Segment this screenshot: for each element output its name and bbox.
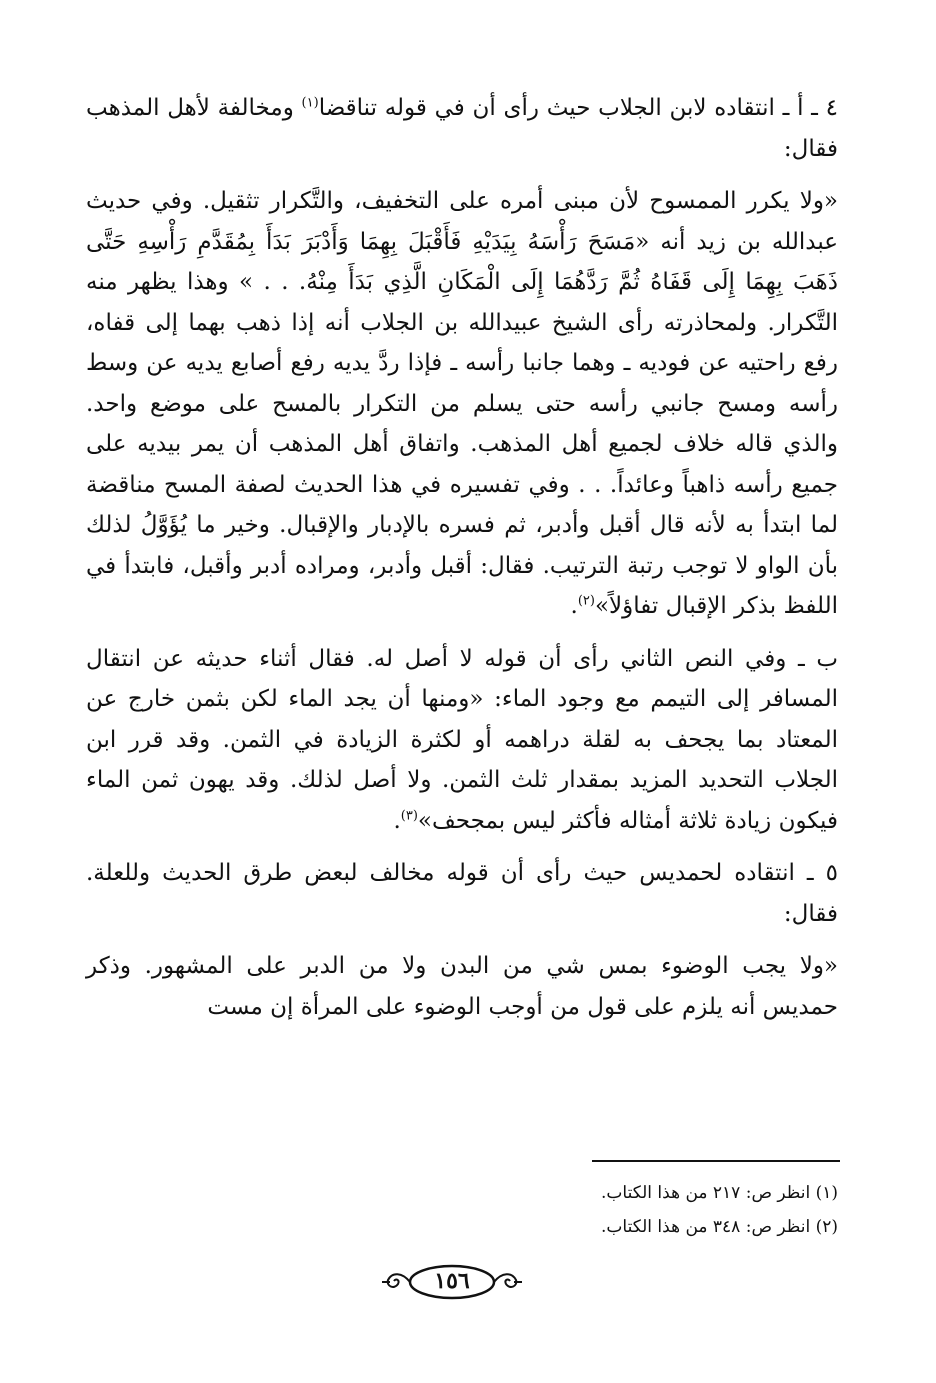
paragraph-5: ٥ ـ انتقاده لحمديس حيث رأى أن قوله مخالف لبعض طرق الحديث وللعلة. فقال:: [86, 860, 838, 927]
quote-ibn-jallab-text: «ولا يكرر الممسوح لأن مبنى أمره على التخفيف، والتَّكرار تثقيل. وفي حديث عبدالله بن زيد أنه «مَسَحَ رَأْسَهُ بِيَدَيْهِ فَأَقْبَلَ بِهِمَا وَأَدْبَرَ بَدَأَ بِمُقَدَّمِ رَأْسِهِ حَتَّى ذَهَبَ بِهِمَا إِلَى قَفَاهُ ثُمَّ رَدَّهُمَا إِلَى الْمَكَانِ الَّذِي بَدَأَ مِنْهُ. . . » وهذا يظهر منه التَّكرار. ولمحاذرته رأى الشيخ عبيدالله بن الجلاب أنه إذا ذهب بهما إلى قفاه، رفع راحتيه عن فوديه ـ وهما جانبا رأسه ـ فإذا ردَّ يديه رفع أصابع يديه عن وسط رأسه ومسح جانبي رأسه حتى يسلم من التكرار بالمسح على موضع واحد. والذي قاله خلاف لجميع أهل المذهب. واتفاق أهل المذهب أن يمر بيديه على جميع رأسه ذاهباً وعائداً. . . وفي تفسيره في هذا الحديث لصفة المسح مناقضة لما ابتدأ به لأنه قال أقبل وأدبر، ثم فسره بالإدبار والإقبال. وخير ما يُؤَوَّلُ لذلك بأن الواو لا توجب رتبة الترتيب. فقال: أقبل وأدبر، ومراده أدبر وأقبل، فابتدأ في اللفظ بذكر الإقبال تفاؤلاً»: [86, 188, 838, 619]
footnote-1: (١) انظر ص: ٢١٧ من هذا الكتاب.: [601, 1183, 838, 1203]
footnote-2: (٢) انظر ص: ٣٤٨ من هذا الكتاب.: [601, 1217, 838, 1237]
footnote-ref-3: (٣): [400, 807, 418, 823]
paragraph-4a-text: ٤ ـ أ ـ انتقاده لابن الجلاب حيث رأى أن في قوله تناقضا: [318, 95, 838, 121]
paragraph-4a: [86, 88, 838, 169]
footnotes: [86, 1176, 838, 1244]
quote-ibn-jallab: «ولا يكرر الممسوح لأن مبنى أمره على التخفيف، والتَّكرار تثقيل. وفي حديث عبدالله بن زيد أنه «مَسَحَ رَأْسَهُ بِيَدَيْهِ فَأَقْبَلَ بِهِمَا وَأَدْبَرَ بَدَأَ بِمُقَدَّمِ رَأْسِهِ حَتَّى ذَهَبَ بِهِمَا إِلَى قَفَاهُ ثُمَّ رَدَّهُمَا إِلَى الْمَكَانِ الَّذِي بَدَأَ مِنْهُ. . . » وهذا يظهر منه التَّكرار. ولمحاذرته رأى الشيخ عبيدالله بن الجلاب أنه إذا ذهب بهما إلى قفاه، رفع راحتيه عن فوديه ـ وهما جانبا رأسه ـ فإذا ردَّ يديه رفع أصابع يديه عن وسط رأسه ومسح جانبي رأسه حتى يسلم من التكرار بالمسح على موضع واحد. والذي قاله خلاف لجميع أهل المذهب. واتفاق أهل المذهب أن يمر بيديه على جميع رأسه ذاهباً وعائداً. . . وفي تفسيره في هذا الحديث لصفة المسح مناقضة لما ابتدأ به لأنه قال أقبل وأدبر، ثم فسره بالإدبار والإقبال. وخير ما يُؤَوَّلُ لذلك بأن الواو لا توجب رتبة الترتيب. فقال: أقبل وأدبر، ومراده أدبر وأقبل، فابتدأ في اللفظ بذكر الإقبال تفاؤلاً»$^{(٢)}$.: [86, 188, 838, 619]
footnote-ref-2: (٢): [577, 593, 595, 609]
footnote-divider: [592, 1160, 840, 1162]
quote-hamdis: «ولا يجب الوضوء بمس شي من البدن ولا من الدبر على المشهور. وذكر حمديس أنه يلزم على قول من أوجب الوضوء على المرأة إن مست: [86, 953, 838, 1020]
page-number-ornament: [378, 1262, 526, 1302]
paragraph-4a-tail: ومخالفة لأهل المذهب فقال:: [86, 95, 838, 162]
page-body: [86, 88, 838, 1027]
page-number: ١٥٦: [434, 1268, 470, 1294]
paragraph-b-text: ب ـ وفي النص الثاني رأى أن قوله لا أصل له. فقال أثناء حديثه عن انتقال المسافر إلى التيمم مع وجود الماء: «ومنها أن يجد الماء لكن بثمن خارج عن المعتاد بما يجحف به لقلة دراهمه أو لكثرة الزيادة في الثمن. وقد قرر ابن الجلاب التحديد المزيد بمقدار ثلث الثمن. ولا أصل لذلك. وقد يهون ثمن الماء فيكون زيادة ثلاثة أمثاله فأكثر ليس بمجحف»: [86, 645, 838, 834]
paragraph-b: ب ـ وفي النص الثاني رأى أن قوله لا أصل له. فقال أثناء حديثه عن انتقال المسافر إلى التيمم مع وجود الماء: «ومنها أن يجد الماء لكن بثمن خارج عن المعتاد بما يجحف به لقلة دراهمه أو لكثرة الزيادة في الثمن. وقد قرر ابن الجلاب التحديد المزيد بمقدار ثلث الثمن. ولا أصل لذلك. وقد يهون ثمن الماء فيكون زيادة ثلاثة أمثاله فأكثر ليس بمجحف»$^{(٣)}$.: [86, 645, 838, 834]
footnote-ref-1: (١): [301, 95, 319, 111]
